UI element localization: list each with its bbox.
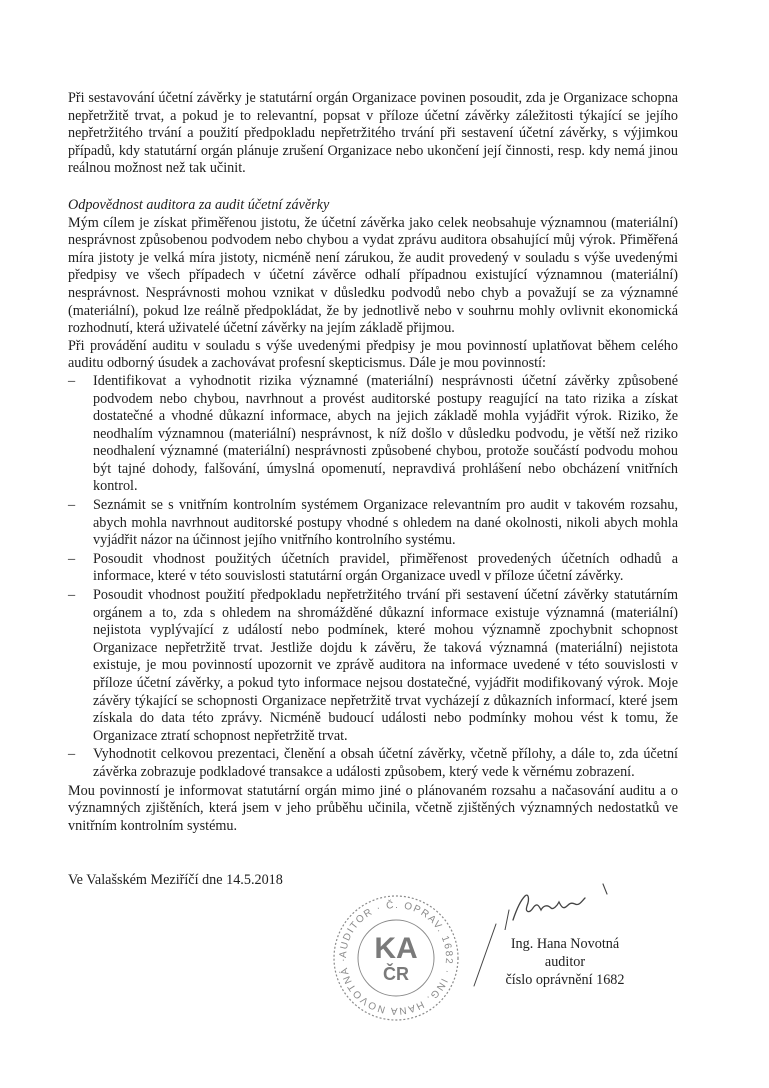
list-item: – Identifikovat a vyhodnotit rizika významné (materiální) nesprávnosti účetní závěrky způsobené podvodem nebo chybou, navrhnout a provést auditorské postupy reagující na tato rizika a získat dostatečné a vhodné důkazní informace, abych na jejich základě mohla vyjádřit výrok. Riziko, že neodhalím významnou (materiální) nesprávnost, k níž došlo v důsledku podvodu, je větší než riziko neodhalení významné (materiální) nesprávnosti způsobené chybou, protože součástí podvodu mohou být tajné dohody, falšování, úmyslná opomenutí, nepravdivá prohlášení nebo obcházení vnitřních kontrol. <box>68 373 678 496</box>
place-and-date: Ve Valašském Meziříčí dne 14.5.2018 <box>68 872 283 888</box>
signer-role: auditor <box>544 954 586 970</box>
document-body <box>68 90 678 835</box>
section-heading: Odpovědnost auditora za audit účetní závěrky <box>68 196 330 213</box>
signer-license: číslo oprávnění 1682 <box>505 972 625 988</box>
list-item: – Posoudit vhodnost použitých účetních pravidel, přiměřenost provedených účetních odhadů a informace, které v této souvislosti statutární orgán Organizace uvedl v příloze účetní závěrky. <box>68 551 678 586</box>
list-item: – Posoudit vhodnost použití předpokladu nepřetržitého trvání při sestavení účetní závěrky statutárním orgánem a to, zda s ohledem na shromážděné důkazní informace existuje významná (materiální) nejistota vyplývající z událostí nebo podmínek, které mohou významně zpochybnit schopnost Organizace nepřetržitě trvat. Jestliže dojdu k závěru, že taková významná (materiální) nejistota existuje, je mou povinností upozornit ve zprávě auditora na informace uvedené v této souvislosti v příloze účetní závěrky, a pokud tyto informace nejsou dostatečné, vyjádřit modifikovaný výrok. Moje závěry týkající se schopnosti Organizace nepřetržitě trvat vycházejí z důkazních informací, které jsem získala do data této zprávy. Nicméně budoucí události nebo podmínky mohou vést k tomu, že Organizace ztratí schopnost nepřetržitě trvat. <box>68 587 678 745</box>
list-item: – Seznámit se s vnitřním kontrolním systémem Organizace relevantním pro audit v takovém rozsahu, abych mohla navrhnout auditorské postupy vhodné s ohledem na dané okolnosti, nikoli abych mohla vyjádřit názor na účinnost jejího vnitřního kontrolního systému. <box>68 497 678 550</box>
stamp-ka: KA <box>374 932 418 965</box>
stamp-cr: ČR <box>383 964 409 984</box>
auditor-stamp <box>330 892 462 1024</box>
paragraph-auditor-goal: Mým cílem je získat přiměřenou jistotu, že účetní závěrka jako celek neobsahuje významnou (materiální) nesprávnost způsobenou podvodem nebo chybou a vydat zprávu auditora obsahující můj výrok. Přiměřená míra jistoty je velká míra jistoty, nicméně není zárukou, že audit provedený v souladu s výše uvedenými předpisy ve všech případech v účetní závěrce odhalí případnou existující významnou (materiální) nesprávnost. Nesprávnosti mohou vznikat v důsledku podvodů nebo chyb a považují se za významné (materiální), pokud lze reálně předpokládat, že by jednotlivě nebo v souhrnu mohly ovlivnit ekonomická rozhodnutí, která uživatelé účetní závěrky na jejím základě přijmou. <box>68 214 678 337</box>
handwritten-signature <box>495 880 625 930</box>
intro-paragraph: Při sestavování účetní závěrky je statutární orgán Organizace povinen posoudit, zda je Organizace schopna nepřetržitě trvat, a pokud je to relevantní, popsat v příloze účetní závěrky záležitosti týkající se jejího nepřetržitého trvání a použití předpokladu nepřetržitého trvání při sestavení účetní závěrky, s výjimkou případů, kdy statutární orgán plánuje zrušení Organizace nebo ukončení její činnosti, resp. kdy nemá jinou reálnou možnost než tak učinit. <box>68 90 678 177</box>
signer-block <box>490 935 640 989</box>
paragraph-communication: Mou povinností je informovat statutární orgán mimo jiné o plánovaném rozsahu a načasování auditu a o významných zjištěních, která jsem v jeho průběhu učinila, včetně zjištěných významných nedostatků ve vnitřním kontrolním systému. <box>68 782 678 834</box>
paragraph-auditor-duties: Při provádění auditu v souladu s výše uvedenými předpisy je mou povinností uplatňovat během celého auditu odborný úsudek a zachovávat profesní skepticismus. Dále je mou povinností: <box>68 337 678 372</box>
list-item: – Vyhodnotit celkovou prezentaci, členění a obsah účetní závěrky, včetně přílohy, a dále to, zda účetní závěrka zobrazuje podkladové transakce a události způsobem, který vede k věrnému zobrazení. <box>68 746 678 781</box>
signer-name: Ing. Hana Novotná <box>510 936 620 952</box>
duties-list <box>68 373 678 782</box>
stamp-ring-text: AUDITOR · Č. OPRAV. 1682 · ING. HANA NOVOTNÁ · <box>337 899 455 1017</box>
